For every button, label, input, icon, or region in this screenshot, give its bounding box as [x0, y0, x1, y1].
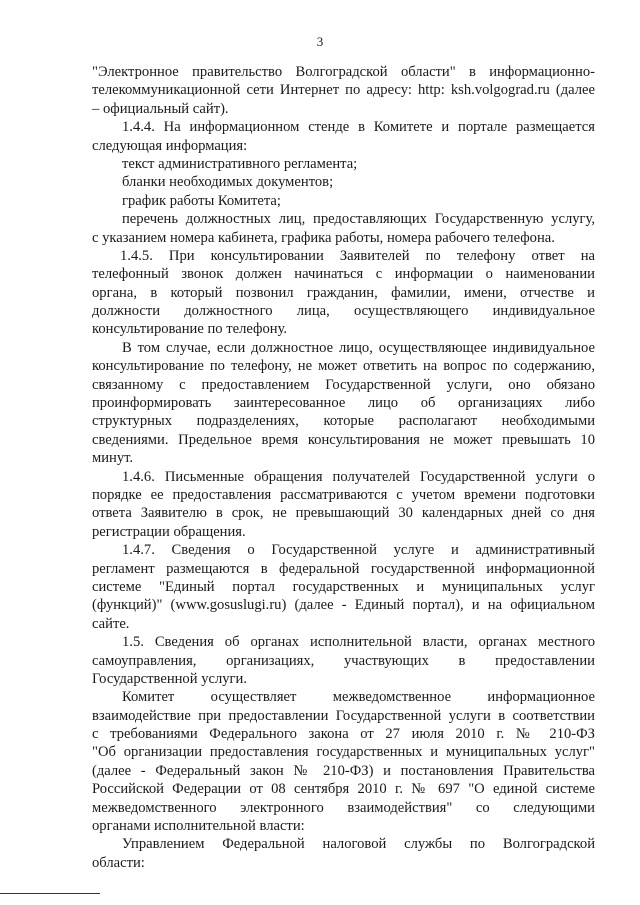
text-line: бланки необходимых документов;: [122, 174, 334, 191]
text-line: ответа Заявителю в срок, не превышающий 30 календарных дней со дня: [92, 505, 595, 522]
text-line: Комитет осуществляет межведомственное информационное: [122, 689, 595, 706]
footnote-separator: [0, 893, 100, 894]
text-line: должности должностного лица, осуществляющего индивидуальное: [92, 303, 595, 320]
text-line: связанному с предоставлением Государственной услуги, оно обязано: [92, 376, 595, 393]
text-line: Управлением Федеральной налоговой службы по Волгоградской: [122, 836, 595, 853]
text-line: с указанием номера кабинета, графика работы, номера рабочего телефона.: [92, 229, 555, 246]
text-line: перечень должностных лиц, предоставляющих Государственную услугу,: [122, 211, 595, 228]
text-line: взаимодействие при предоставлении Государственной услуги в соответствии: [92, 707, 595, 724]
text-line: области:: [92, 854, 145, 871]
text-line: (функций)" (www.gosuslugi.ru) (далее - Единый портал), и на официальном: [92, 597, 595, 614]
document-body: [92, 63, 595, 872]
text-line: органа, в который позвонил гражданин, фамилии, имени, отчестве и: [92, 284, 595, 301]
text-line: проинформировать заинтересованное лицо об организациях либо: [92, 395, 595, 412]
page-number: 3: [316, 34, 324, 49]
text-line: "Электронное правительство Волгоградской области" в информационно-: [92, 64, 595, 80]
text-line: график работы Комитета;: [122, 192, 281, 209]
text-line: Государственной услуги.: [92, 670, 247, 687]
text-line: системе "Единый портал государственных и муниципальных услуг: [92, 578, 595, 595]
text-line: порядке ее предоставления рассматриваются с учетом времени подготовки: [92, 486, 595, 503]
text-line: 1.5. Сведения об органах исполнительной власти, органах местного: [122, 634, 595, 651]
text-line: регистрации обращения.: [92, 523, 246, 540]
text-line: текст административного регламента;: [122, 155, 358, 172]
text-line: Российской Федерации от 08 сентября 2010 г. № 697 "О единой системе: [92, 781, 595, 798]
text-line: следующая информация:: [92, 137, 248, 154]
text-line: телекоммуникационной сети Интернет по адресу: http: ksh.volgograd.ru (далее: [92, 82, 595, 99]
text-line: сайте.: [92, 615, 130, 632]
text-line: регламент размещаются в федеральной государственной информационной: [92, 560, 595, 577]
text-line: 1.4.7. Сведения о Государственной услуге и административный: [122, 542, 595, 559]
text-line: – официальный сайт).: [92, 100, 229, 117]
text-line: минут.: [92, 450, 134, 467]
text-line: "Об организации предоставления государственных и муниципальных услуг": [92, 744, 595, 761]
text-line: 1.4.6. Письменные обращения получателей Государственной услуги о: [122, 468, 595, 485]
text-line: 1.4.4. На информационном стенде в Комитете и портале размещается: [122, 119, 595, 136]
text-line: 1.4.5. При консультировании Заявителей по телефону ответ на: [120, 247, 595, 264]
text-line: сведениями. Предельное время консультирования не может превышать 10: [92, 431, 595, 448]
text-line: В том случае, если должностное лицо, осуществляющее индивидуальное: [122, 339, 595, 356]
text-line: консультирование по телефону.: [92, 321, 288, 338]
text-line: самоуправления, организациях, участвующих в предоставлении: [92, 652, 595, 669]
text-line: органами исполнительной власти:: [92, 818, 305, 835]
text-line: с требованиями Федерального закона от 27 июля 2010 г. № 210-ФЗ: [92, 726, 595, 743]
text-line: структурных подразделениях, которые располагают необходимыми: [92, 413, 595, 430]
text-line: межведомственного электронного взаимодействия" со следующими: [92, 799, 595, 816]
text-line: консультирование по телефону, не может ответить на вопрос по содержанию,: [92, 358, 595, 375]
text-line: телефонный звонок должен начинаться с информации о наименовании: [92, 266, 595, 283]
text-line: (далее - Федеральный закон № 210-ФЗ) и постановления Правительства: [92, 762, 595, 779]
